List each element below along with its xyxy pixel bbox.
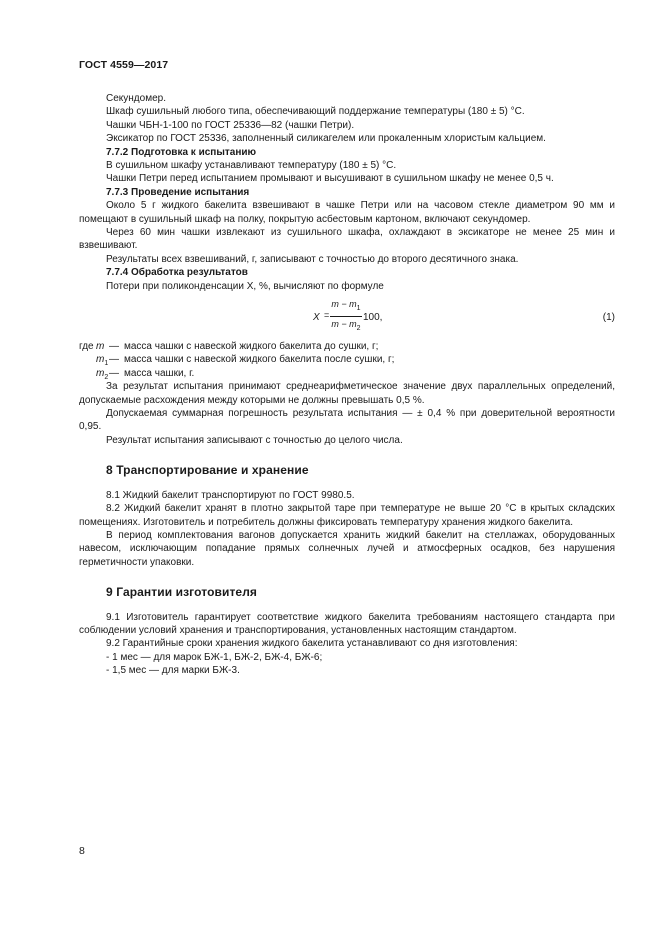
formula-intro: Потери при поликонденсации X, %, вычисляют по формуле [106,280,384,292]
variable-row [79,353,615,366]
section-title: Проведение испытания [131,186,250,198]
variable-dash: — [109,341,119,353]
paragraph: 8.2 Жидкий бакелит хранят в плотно закрытой таре при температуре не выше 20 °С в крытых складских помещениях. Изготовитель и потребитель должны фиксировать температуру хранения жидкого бакелита. [79,503,615,528]
apparatus-desiccator: Эксикатор по ГОСТ 25336, заполненный силикагелем или прокаленным хлористым кальцием. [106,133,546,145]
variable-description: масса чашки с навеской жидкого бакелита после сушки, г; [124,354,395,366]
symbol-letter: m [96,354,105,366]
page-number: 8 [79,845,85,857]
list-item: - 1 мес — для марок БЖ-1, БЖ-2, БЖ-4, БЖ-6; [106,651,323,663]
symbol-letter: m [96,367,105,379]
paragraph: В сушильном шкафу устанавливают температуру (180 ± 5) °С. [106,160,397,172]
variable-dash: — [109,354,119,366]
numerator-text: m − m [331,299,357,310]
variable-definitions [79,340,615,380]
section-8-title: 8 Транспортирование и хранение [106,463,309,478]
document-body [79,92,615,678]
paragraph: В период комплектования вагонов допускается хранить жидкий бакелит на стеллажах, оборудованных навесом, исключающим попадание прямых солнечных лучей и атмосферных осадков, без нарушения герметичности упаковки. [79,529,615,568]
section-9-title: 9 Гарантии изготовителя [106,585,258,600]
list-item: - 1,5 мес — для марки БЖ-3. [106,665,240,677]
paragraph: За результат испытания принимают среднеарифметическое значение двух параллельных определений, допускаемые расхождения между которыми не должны превышать 0,5 %. [79,381,615,406]
paragraph: Около 5 г жидкого бакелита взвешивают в чашке Петри или на часовом стекле диаметром 90 мм и помещают в сушильный шкаф на полку, покрытую асбестовым картоном, включают секундомер. [79,200,615,225]
formula-equals: = [324,310,330,321]
formula-lhs: X [313,312,320,324]
formula-numerator [330,298,362,317]
section-7-7-2-heading [79,146,615,159]
section-7-7-3-heading [79,186,615,199]
symbol-letter: m [96,341,105,353]
variable-row [79,340,615,353]
formula-coefficient: 100, [363,312,383,324]
paragraph: Допускаемая суммарная погрешность результата испытания — ± 0,4 % при доверительной вероятности 0,95. [79,408,615,433]
section-7-7-4-heading [79,266,615,279]
apparatus-oven: Шкаф сушильный любого типа, обеспечивающий поддержание температуры (180 ± 5) °С. [106,106,525,118]
denominator-text: m − m [331,318,357,329]
paragraph: 8.1 Жидкий бакелит транспортируют по ГОСТ 9980.5. [106,489,355,501]
symbol-subscript: 2 [104,373,109,381]
variable-row [79,367,615,380]
formula-number: (1) [602,312,615,324]
variable-description: масса чашки, г. [124,367,195,379]
section-number: 7.7.2 [106,146,129,158]
numerator-subscript: 1 [356,304,361,312]
variable-description: масса чашки с навеской жидкого бакелита до сушки, г; [124,341,379,353]
variable-symbol [96,367,108,384]
where-label: где [79,341,94,353]
paragraph: 9.2 Гарантийные сроки хранения жидкого бакелита устанавливают со дня изготовления: [106,638,518,650]
formula-1 [79,298,615,336]
variable-symbol [96,340,104,353]
variable-dash: — [109,367,119,379]
section-number: 7.7.4 [106,267,129,279]
apparatus-stopwatch: Секундомер. [106,93,166,104]
document-header: ГОСТ 4559—2017 [79,59,169,71]
symbol-subscript: 1 [104,360,109,368]
paragraph: Результаты всех взвешиваний, г, записывают с точностью до второго десятичного знака. [106,253,519,265]
paragraph: 9.1 Изготовитель гарантирует соответствие жидкого бакелита требованиям настоящего стандарта при соблюдении условий хранения и транспортирования, установленных настоящим стандартом. [79,611,615,636]
paragraph: Через 60 мин чашки извлекают из сушильного шкафа, охлаждают в эксикаторе не менее 25 мин и взвешивают. [79,227,615,252]
section-title: Обработка результатов [131,267,248,279]
section-title: Подготовка к испытанию [131,146,257,158]
apparatus-dishes: Чашки ЧБН-1-100 по ГОСТ 25336—82 (чашки Петри). [106,119,355,131]
paragraph: Результат испытания записывают с точностью до целого числа. [106,434,403,446]
section-number: 7.7.3 [106,186,129,198]
denominator-subscript: 2 [356,324,361,332]
paragraph: Чашки Петри перед испытанием промывают и высушивают в сушильном шкафу не менее 0,5 ч. [106,173,554,185]
formula-fraction [330,298,362,336]
formula-denominator [330,317,362,336]
